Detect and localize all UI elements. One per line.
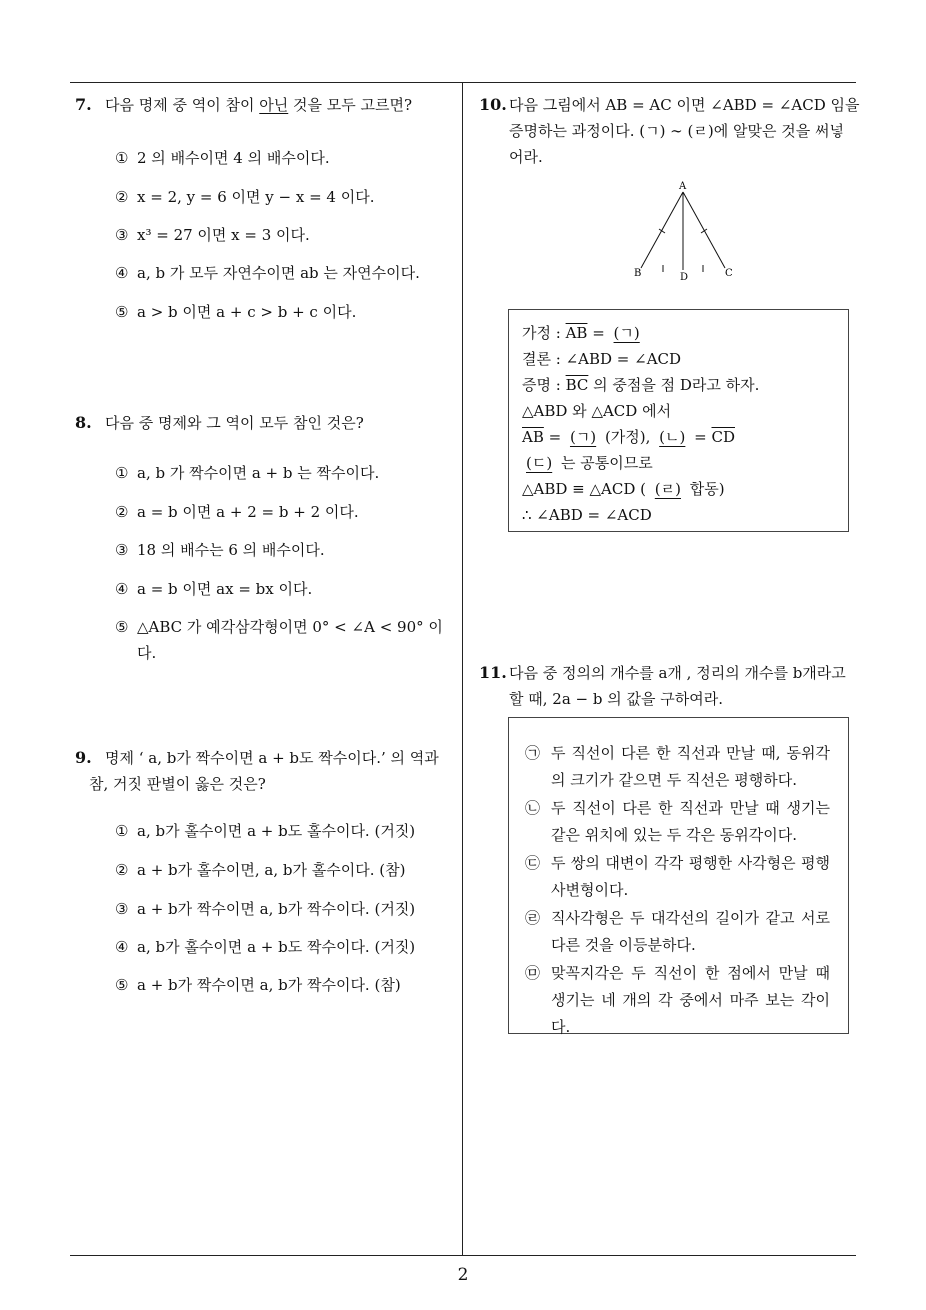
vertex-label-a: A — [679, 181, 687, 192]
blank-digeut[interactable]: (ㄷ) — [526, 454, 553, 472]
option-1[interactable]: ① a, b가 홀수이면 a + b도 홀수이다. (거짓) — [115, 822, 416, 840]
blank-rieul[interactable]: (ㄹ) — [654, 480, 681, 498]
question-text-line-2: 증명하는 과정이다. (ㄱ) ∼ (ㄹ)에 알맞은 것을 써넣 — [509, 122, 844, 140]
triangle-figure — [625, 180, 745, 285]
question-number: 8. — [75, 413, 92, 432]
option-2[interactable]: ② a + b가 홀수이면, a, b가 홀수이다. (참) — [115, 861, 406, 879]
proof-line-4: △ABD 와 △ACD 에서 — [522, 402, 672, 420]
question-number: 11. — [479, 663, 507, 682]
proof-box — [508, 309, 849, 532]
vertex-label-d: D — [680, 272, 689, 283]
question-text-line-3: 어라. — [509, 148, 543, 166]
option-4[interactable]: ④ a, b가 홀수이면 a + b도 짝수이다. (거짓) — [115, 938, 416, 956]
blank-giyeok[interactable]: (ㄱ) — [569, 428, 597, 446]
question-number: 10. — [479, 95, 507, 114]
option-2[interactable]: ② x = 2, y = 6 이면 y − x = 4 이다. — [115, 188, 375, 206]
vertex-label-b: B — [634, 268, 642, 279]
question-11 — [479, 660, 864, 720]
question-7 — [75, 92, 450, 332]
blank-nieun[interactable]: (ㄴ) — [659, 428, 686, 446]
statement-1: ㉠ 두 직선이 다른 한 직선과 만날 때, 동위각의 크기가 같으면 두 직선은 평행하다. — [525, 744, 830, 789]
option-5[interactable]: ⑤ △ABC 가 예각삼각형이면 0° < ∠A < 90° 이 다. — [115, 618, 443, 662]
column-divider — [462, 82, 463, 1256]
statement-3: ㉢ 두 쌍의 대변이 각각 평행한 사각형은 평행사변형이다. — [525, 854, 830, 899]
option-1[interactable]: ① 2 의 배수이면 4 의 배수이다. — [115, 149, 330, 167]
question-text: 다음 그림에서 AB = AC 이면 ∠ABD = ∠ACD 임을 — [509, 96, 860, 114]
question-text: 다음 중 명제와 그 역이 모두 참인 것은? — [105, 414, 364, 432]
question-number: 9. — [75, 748, 92, 767]
question-text-line-2: 할 때, 2a − b 의 값을 구하여라. — [509, 690, 723, 708]
question-text: 명제 ‘ a, b가 짝수이면 a + b도 짝수이다.’ 의 역과 — [105, 749, 439, 767]
question-9 — [75, 745, 460, 1005]
option-4[interactable]: ④ a, b 가 모두 자연수이면 ab 는 자연수이다. — [115, 264, 420, 282]
proof-line-5: $\overline{AB}$ = (ㄱ) (가정), (ㄴ) = $\overline{CD}$ — [522, 424, 848, 450]
option-3[interactable]: ③ x³ = 27 이면 x = 3 이다. — [115, 226, 310, 244]
option-3[interactable]: ③ a + b가 짝수이면 a, b가 짝수이다. (거짓) — [115, 900, 416, 918]
bottom-rule — [70, 1255, 856, 1256]
proof-line-8: ∴ ∠ABD = ∠ACD — [522, 506, 652, 524]
statement-4: ㉣ 직사각형은 두 대각선의 길이가 같고 서로 다른 것을 이등분하다. — [525, 909, 830, 954]
page-number: 2 — [457, 1265, 469, 1285]
question-10 — [479, 92, 864, 172]
proof-line-3: 증명 : $\overline{BC}$ 의 중점을 점 D라고 하자. — [522, 376, 760, 394]
underlined-word: 아닌 — [259, 96, 289, 114]
option-5[interactable]: ⑤ a + b가 짝수이면 a, b가 짝수이다. (참) — [115, 976, 401, 994]
option-4[interactable]: ④ a = b 이면 ax = bx 이다. — [115, 580, 313, 598]
proof-line-7: △ABD ≡ △ACD ( (ㄹ) 합동) — [522, 476, 848, 502]
blank-giyeok[interactable]: (ㄱ) — [613, 324, 640, 342]
segment-ac — [683, 192, 725, 268]
question-number: 7. — [75, 95, 92, 114]
option-5[interactable]: ⑤ a > b 이면 a + c > b + c 이다. — [115, 303, 357, 321]
vertex-label-c: C — [725, 268, 733, 279]
option-3[interactable]: ③ 18 의 배수는 6 의 배수이다. — [115, 541, 325, 559]
statement-5: ㉤ 맞꼭지각은 두 직선이 한 점에서 만날 때 생기는 네 개의 각 중에서 마주 보는 각이다. — [525, 964, 830, 1036]
option-1[interactable]: ① a, b 가 짝수이면 a + b 는 짝수이다. — [115, 464, 380, 482]
option-2[interactable]: ② a = b 이면 a + 2 = b + 2 이다. — [115, 503, 359, 521]
proof-line-1: 가정 : $\overline{AB}$ = (ㄱ) — [522, 320, 848, 346]
segment-ab — [641, 192, 683, 268]
proof-line-2: 결론 : ∠ABD = ∠ACD — [522, 350, 682, 368]
question-text: 다음 명제 중 역이 참이 아닌 것을 모두 고르면? — [105, 96, 413, 114]
statements-box — [508, 717, 849, 1034]
proof-line-6: (ㄷ) 는 공통이므로 — [522, 450, 848, 476]
question-text-continued: 참, 거짓 판별이 옳은 것은? — [89, 775, 266, 793]
question-8 — [75, 410, 450, 670]
question-text: 다음 중 정의의 개수를 a개 , 정리의 개수를 b개라고 — [509, 664, 846, 682]
statement-2: ㉡ 두 직선이 다른 한 직선과 만날 때 생기는 같은 위치에 있는 두 각은 동위각이다. — [525, 799, 830, 844]
